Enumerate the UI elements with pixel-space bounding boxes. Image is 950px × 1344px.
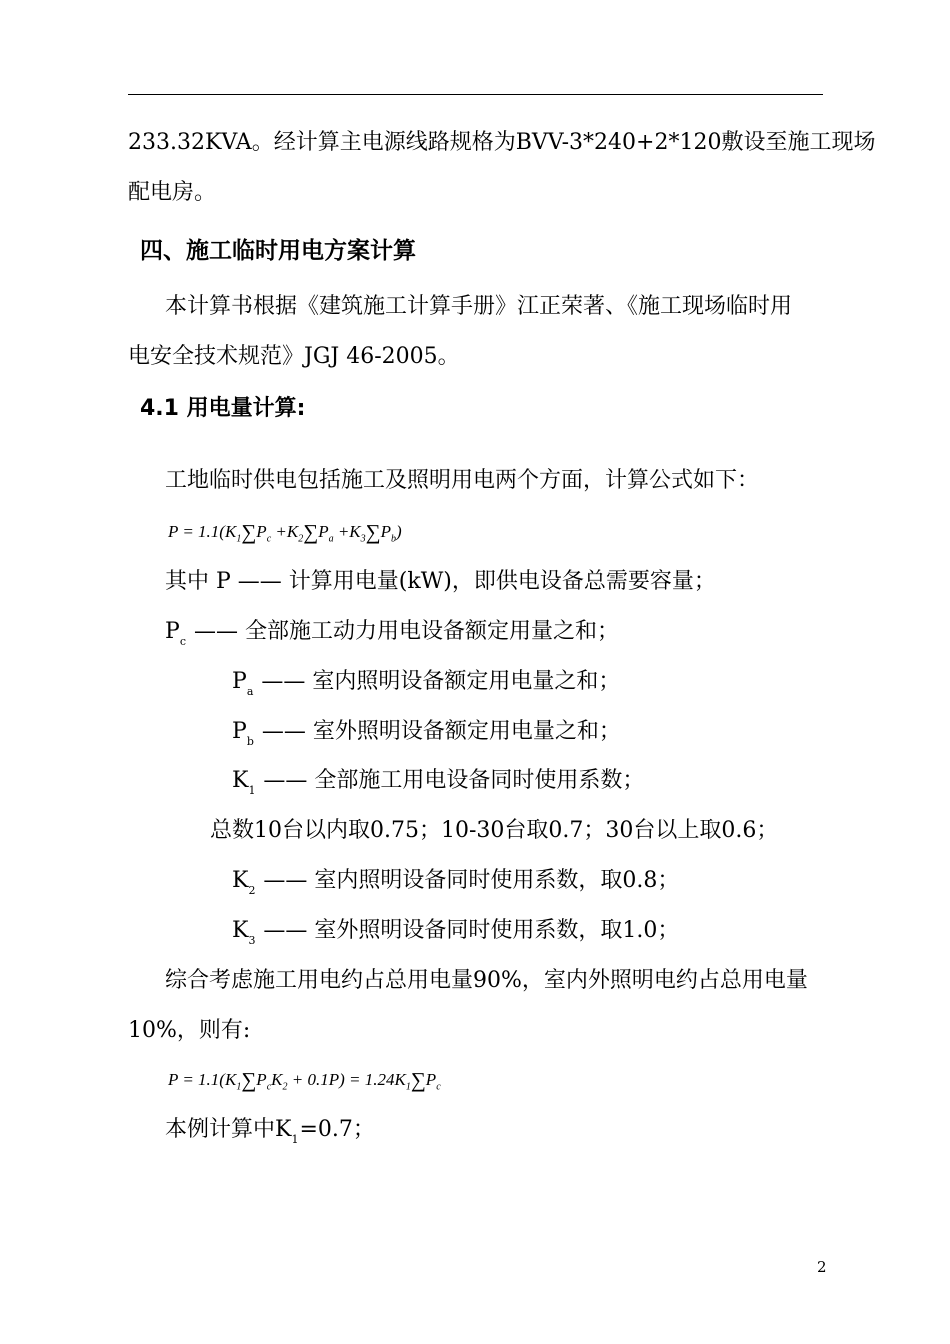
definition-text: —— 全部施工动力用电设备额定用量之和； (186, 619, 619, 644)
header-rule (128, 94, 823, 95)
formula-text: $P = 1.1(K_1\sum P_cK_2 + 0.1P) = 1.24K_1\sum P_c$ (168, 1068, 441, 1093)
page-number: 2 (817, 1258, 827, 1276)
definition-k3 (232, 916, 679, 949)
symbol-subscript: 1 (291, 1133, 299, 1146)
definition-p: 其中 P —— 计算用电量(kW)，即供电设备总需要容量； (165, 569, 716, 594)
definition-text: —— 室内照明设备额定用电量之和； (254, 669, 621, 694)
symbol: K (232, 868, 249, 893)
body-line: 电安全技术规范》JGJ 46-2005。 (128, 344, 460, 369)
definition-text: —— 室内照明设备同时使用系数，取0.8； (256, 868, 680, 893)
example-line (165, 1115, 375, 1148)
definition-text: —— 室外照明设备同时使用系数，取1.0； (256, 918, 680, 943)
definition-text: —— 全部施工用电设备同时使用系数； (256, 768, 645, 793)
subsection-title: 4.1 用电量计算: (140, 396, 306, 421)
symbol: P (232, 669, 247, 694)
symbol-subscript: a (246, 685, 254, 698)
definition-pa (232, 667, 620, 700)
body-line: 综合考虑施工用电约占总用电量90%，室内外照明电约占总用电量 (165, 968, 808, 993)
symbol: K (232, 918, 249, 943)
body-line: 工地临时供电包括施工及照明用电两个方面，计算公式如下： (165, 468, 760, 493)
symbol: K (232, 768, 249, 793)
symbol-subscript: 1 (248, 784, 256, 797)
formula-total-power (168, 518, 402, 551)
symbol-subscript: 2 (248, 884, 256, 897)
k1-note: 总数10台以内取0.75；10-30台取0.7；30台以上取0.6； (210, 818, 779, 843)
symbol-subscript: c (179, 635, 186, 648)
formula-simplified (168, 1066, 441, 1099)
symbol: P (165, 619, 180, 644)
example-text: 本例计算中K (165, 1117, 292, 1142)
body-line: 配电房。 (128, 180, 217, 205)
definition-text: —— 室外照明设备额定用电量之和； (254, 719, 621, 744)
definition-pc (165, 617, 619, 650)
body-line: 10%，则有: (128, 1018, 251, 1043)
symbol-subscript: 3 (248, 934, 256, 947)
definition-pb (232, 717, 621, 750)
formula-text: $P = 1.1(K_1\sum P_c +K_2\sum P_a +K_3\sum P_b)$ (168, 520, 402, 545)
definition-k1 (232, 766, 644, 799)
definition-k2 (232, 866, 679, 899)
body-line: 233.32KVA。经计算主电源线路规格为BVV-3*240+2*120敷设至施工现场 (128, 130, 876, 155)
body-line: 本计算书根据《建筑施工计算手册》江正荣著、《施工现场临时用 (165, 294, 793, 319)
symbol-subscript: b (246, 735, 254, 748)
symbol: P (232, 719, 247, 744)
example-text: =0.7； (299, 1117, 375, 1142)
section-title: 四、施工临时用电方案计算 (140, 238, 416, 264)
